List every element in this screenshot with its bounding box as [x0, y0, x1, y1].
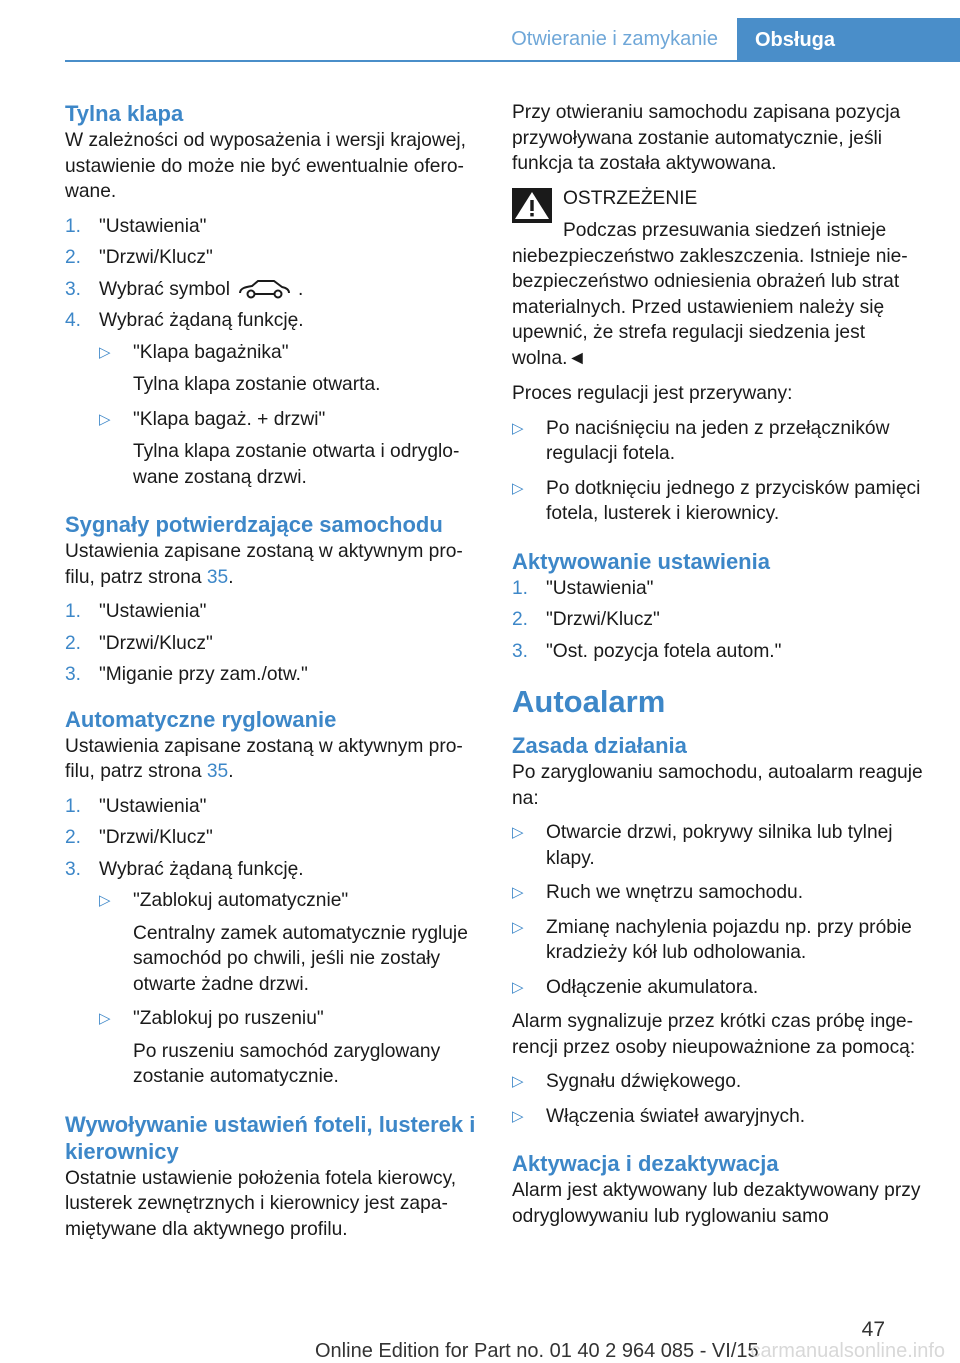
- warning-text: niebezpieczeństwo zakleszczenia. Istnieje niebezpieczeństwo odniesienia obrażeń lub strat materialnych. Przed ustawieniem należy się upewnić, że strefa regulacji siedzenia jest wolna.◄: [512, 245, 908, 369]
- paragraph: Przy otwieraniu samochodu zapisana pozycja przywoływana zostanie automatycznie, jeśli funkcja ta została aktywowana.: [512, 102, 901, 174]
- section-intro: W zależności od wyposażenia i wersji krajowej, ustawienie do może nie być ewentualnie oferowane.: [65, 130, 466, 202]
- list-number: 1.: [512, 577, 529, 599]
- list-item: [512, 607, 932, 633]
- page-header: [0, 0, 960, 62]
- list-text: "Miganie przy zam./otw.": [99, 664, 308, 685]
- page-footer: [0, 1310, 960, 1362]
- list-text-suffix: .: [297, 278, 304, 300]
- list-text: "Ustawienia": [99, 795, 207, 817]
- list-text: "Ustawienia": [99, 601, 207, 622]
- sub-list-item: [99, 407, 485, 491]
- car-symbol-icon: [234, 278, 294, 300]
- section-title-aktywowanie: Aktywowanie ustawienia: [512, 548, 770, 574]
- triangle-bullet-icon: ▷: [512, 918, 524, 936]
- section-title-zasada: Zasada działania: [512, 733, 687, 758]
- bullet-item: ▷ Zmianę nachylenia pojazdu np. przy próbie kradzieży kół lub odholowania.: [512, 916, 912, 963]
- paragraph: Proces regulacji jest przerywany:: [512, 383, 793, 404]
- list-item: [65, 599, 485, 625]
- section-intro: Ustawienia zapisane zostaną w aktywnym profilu, patrz strona 35.: [65, 735, 463, 782]
- list-text: Wybrać żądaną funkcję.: [99, 310, 304, 331]
- list-item: [65, 631, 485, 657]
- list-text: "Drzwi/Klucz": [546, 609, 660, 630]
- list-number: 3.: [65, 858, 82, 880]
- list-text: "Drzwi/Klucz": [99, 247, 213, 268]
- left-column: [65, 100, 485, 1251]
- triangle-bullet-icon: ▷: [512, 978, 524, 996]
- triangle-bullet-icon: ▷: [512, 824, 524, 841]
- list-item: [65, 308, 485, 334]
- section-intro: Ustawienia zapisane zostaną w aktywnym profilu, patrz strona 35.: [65, 541, 463, 588]
- list-number: 3.: [512, 640, 529, 662]
- bullet-item: ▷ Otwarcie drzwi, pokrywy silnika lub tylnej klapy.: [512, 822, 893, 869]
- triangle-bullet-icon: ▷: [512, 419, 524, 437]
- section-title-tylna-klapa: Tylna klapa: [65, 101, 184, 126]
- list-number: 3.: [65, 278, 82, 300]
- list-number: 1.: [65, 601, 82, 622]
- triangle-bullet-icon: ▷: [512, 1107, 524, 1125]
- list-number: 4.: [65, 310, 82, 331]
- list-text: "Ost. pozycja fotela autom.": [546, 640, 782, 662]
- option-description: Centralny zamek automatycznie rygluje samochód po chwili, jeśli nie zostały otwarte żadne drzwi.: [133, 922, 468, 995]
- list-number: 1.: [65, 215, 82, 237]
- list-item: [65, 277, 485, 303]
- edition-note: Online Edition for Part no. 01 40 2 964 085 - VI/15: [315, 1340, 759, 1362]
- page-link[interactable]: 35: [206, 566, 229, 588]
- triangle-bullet-icon: ▷: [99, 343, 111, 361]
- option-label: "Klapa bagaż. + drzwi": [133, 408, 326, 430]
- option-label: "Zablokuj po ruszeniu": [133, 1008, 324, 1029]
- triangle-bullet-icon: ▷: [99, 1010, 111, 1027]
- bullet-item: ▷ Włączenia świateł awaryjnych.: [512, 1104, 932, 1130]
- header-section-title: Otwieranie i zamykanie: [511, 28, 718, 50]
- triangle-bullet-icon: ▷: [512, 884, 524, 901]
- list-text: "Ustawienia": [546, 577, 654, 599]
- triangle-bullet-icon: ▷: [512, 1073, 524, 1090]
- list-number: 3.: [65, 664, 82, 685]
- list-number: 1.: [65, 795, 82, 817]
- list-item: [512, 576, 932, 602]
- list-item: [65, 825, 485, 851]
- list-number: 2.: [65, 247, 82, 268]
- list-item: [65, 794, 485, 820]
- list-item: [65, 857, 485, 883]
- warning-triangle-icon: [512, 188, 552, 223]
- bullet-item: ▷ Sygnału dźwiękowego.: [512, 1069, 932, 1095]
- list-number: 2.: [65, 827, 82, 848]
- header-chapter-tab: Obsługa: [737, 18, 960, 61]
- section-intro: Po zaryglowaniu samochodu, autoalarm reaguje na:: [512, 762, 923, 809]
- list-text: "Ustawienia": [99, 215, 207, 237]
- list-text: "Drzwi/Klucz": [99, 827, 213, 848]
- triangle-bullet-icon: ▷: [512, 479, 524, 497]
- bullet-item: ▷ Ruch we wnętrzu samochodu.: [512, 880, 932, 906]
- right-column: [512, 100, 932, 1238]
- section-title-sygnaly: Sygnały potwierdzające samochodu: [65, 512, 443, 537]
- page-number: 47: [861, 1318, 885, 1341]
- list-number: 2.: [512, 609, 529, 630]
- warning-box: [512, 186, 932, 372]
- option-description: Tylna klapa zostanie otwarta i odryglowane zostaną drzwi.: [133, 441, 460, 488]
- bullet-item: ▷ Po naciśnięciu na jeden z przełączników regulacji fotela.: [512, 417, 890, 464]
- warning-text-first-line: Podczas przesuwania siedzeń istnieje: [563, 220, 887, 241]
- bullet-item: ▷ Po dotknięciu jednego z przycisków pamięci fotela, lusterek i kierownicy.: [512, 477, 921, 524]
- list-item: [65, 662, 485, 688]
- page-link[interactable]: 35: [206, 761, 229, 782]
- option-description: Tylna klapa zostanie otwarta.: [133, 374, 381, 395]
- option-description: Po ruszeniu samochód zaryglowany zostanie automatycznie.: [133, 1040, 441, 1087]
- list-item: [65, 214, 485, 240]
- sub-list-item: [99, 1006, 485, 1090]
- option-label: "Klapa bagażnika": [133, 341, 289, 363]
- section-intro: Alarm jest aktywowany lub dezaktywowany przy odryglowywaniu lub ryglowaniu samo: [512, 1180, 921, 1227]
- chapter-title: Autoalarm: [512, 684, 666, 719]
- list-item: [512, 639, 932, 665]
- list-number: 2.: [65, 632, 82, 654]
- warning-heading: OSTRZEŻENIE: [563, 187, 698, 209]
- list-text: Wybrać żądaną funkcję.: [99, 858, 304, 880]
- list-text: "Drzwi/Klucz": [99, 632, 213, 654]
- sub-list-item: [99, 888, 485, 997]
- triangle-bullet-icon: ▷: [99, 892, 111, 909]
- list-item: [65, 245, 485, 271]
- sub-list-item: [99, 340, 485, 398]
- section-title-aktywacja: Aktywacja i dezaktywacja: [512, 1151, 779, 1176]
- paragraph: Alarm sygnalizuje przez krótki czas próbę ingerencji przez osoby nieupoważnione za pomocą:: [512, 1011, 916, 1058]
- section-title-automatyczne-ryglowanie: Automatyczne ryglowanie: [65, 706, 337, 732]
- triangle-bullet-icon: ▷: [99, 410, 111, 428]
- list-text: Wybrać symbol: [99, 278, 230, 300]
- section-intro: Ostatnie ustawienie położenia fotela kierowcy, lusterek zewnętrznych i kierownicy jest zapamiętywane dla aktywnego profilu.: [65, 1167, 457, 1240]
- section-title-wywolywanie: Wywoływanie ustawień foteli, lusterek i kierownicy: [65, 1111, 476, 1164]
- bullet-item: ▷ Odłączenie akumulatora.: [512, 975, 932, 1001]
- watermark: carmanualsonline.info: [750, 1340, 945, 1362]
- option-label: "Zablokuj automatycznie": [133, 890, 349, 911]
